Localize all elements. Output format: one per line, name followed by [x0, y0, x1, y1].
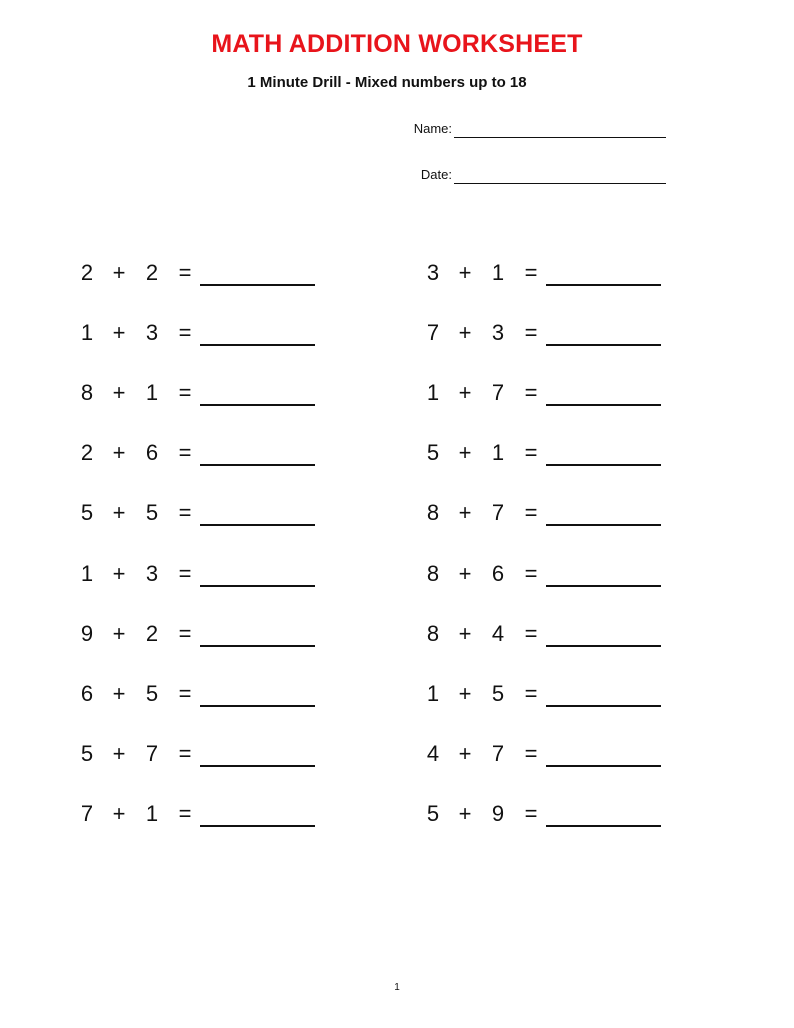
- equals-sign: =: [524, 500, 538, 526]
- problem-row: [422, 555, 702, 591]
- plus-sign: +: [458, 620, 472, 646]
- answer-line[interactable]: [200, 765, 315, 767]
- answer-line[interactable]: [200, 825, 315, 827]
- answer-line[interactable]: [200, 404, 315, 406]
- problem-row: [76, 374, 356, 410]
- problem-row: [76, 735, 356, 771]
- answer-line[interactable]: [546, 825, 661, 827]
- addend-second: 6: [491, 560, 505, 586]
- addend-second: 7: [145, 740, 159, 766]
- plus-sign: +: [112, 260, 126, 285]
- name-line[interactable]: [454, 137, 666, 138]
- addend-first: 8: [80, 380, 94, 406]
- date-line[interactable]: [454, 183, 666, 184]
- plus-sign: +: [458, 680, 472, 706]
- plus-sign: +: [112, 800, 126, 826]
- equals-sign: =: [524, 440, 538, 466]
- addend-second: 4: [491, 620, 505, 646]
- addend-second: 3: [145, 320, 159, 346]
- date-label: Date:: [420, 167, 452, 182]
- addend-second: 1: [491, 260, 505, 285]
- answer-line[interactable]: [546, 464, 661, 466]
- plus-sign: +: [458, 740, 472, 766]
- plus-sign: +: [112, 500, 126, 526]
- answer-line[interactable]: [546, 645, 661, 647]
- problem-row: [76, 795, 356, 831]
- equals-sign: =: [178, 260, 192, 285]
- plus-sign: +: [458, 560, 472, 586]
- equals-sign: =: [178, 320, 192, 346]
- equals-sign: =: [524, 560, 538, 586]
- equals-sign: =: [178, 620, 192, 646]
- addend-first: 8: [426, 620, 440, 646]
- answer-line[interactable]: [200, 705, 315, 707]
- plus-sign: +: [112, 560, 126, 586]
- equals-sign: =: [524, 800, 538, 826]
- name-label: Name:: [413, 121, 452, 136]
- name-field[interactable]: [380, 116, 666, 138]
- answer-line[interactable]: [546, 705, 661, 707]
- problem-row: [422, 314, 702, 350]
- equals-sign: =: [524, 680, 538, 706]
- equals-sign: =: [178, 380, 192, 406]
- problem-row: [422, 254, 702, 290]
- answer-line[interactable]: [200, 585, 315, 587]
- problem-row: [422, 795, 702, 831]
- plus-sign: +: [458, 260, 472, 285]
- addend-second: 6: [145, 440, 159, 466]
- answer-line[interactable]: [200, 645, 315, 647]
- addend-first: 5: [426, 800, 440, 826]
- answer-line[interactable]: [546, 585, 661, 587]
- problem-row: [76, 254, 356, 290]
- plus-sign: +: [112, 680, 126, 706]
- plus-sign: +: [458, 380, 472, 406]
- addend-second: 7: [491, 380, 505, 406]
- addend-first: 7: [426, 320, 440, 346]
- addend-first: 3: [426, 260, 440, 285]
- equals-sign: =: [524, 740, 538, 766]
- addend-first: 5: [426, 440, 440, 466]
- equals-sign: =: [178, 680, 192, 706]
- equals-sign: =: [178, 800, 192, 826]
- addend-first: 5: [80, 740, 94, 766]
- addend-first: 1: [80, 320, 94, 346]
- addend-second: 3: [145, 560, 159, 586]
- problem-row: [422, 494, 702, 530]
- answer-line[interactable]: [200, 464, 315, 466]
- problem-row: [76, 555, 356, 591]
- equals-sign: =: [178, 500, 192, 526]
- addend-first: 1: [426, 680, 440, 706]
- addend-first: 9: [80, 620, 94, 646]
- equals-sign: =: [178, 740, 192, 766]
- plus-sign: +: [112, 380, 126, 406]
- answer-line[interactable]: [546, 284, 661, 286]
- problem-row: [422, 675, 702, 711]
- problem-row: [76, 675, 356, 711]
- addend-first: 1: [80, 560, 94, 586]
- addend-second: 9: [491, 800, 505, 826]
- problem-row: [422, 434, 702, 470]
- problem-row: [76, 615, 356, 651]
- problem-row: [422, 374, 702, 410]
- addend-second: 3: [491, 320, 505, 346]
- plus-sign: +: [112, 620, 126, 646]
- addend-first: 5: [80, 500, 94, 526]
- answer-line[interactable]: [546, 765, 661, 767]
- equals-sign: =: [524, 320, 538, 346]
- addend-second: 5: [145, 500, 159, 526]
- plus-sign: +: [112, 740, 126, 766]
- addend-second: 2: [145, 620, 159, 646]
- addend-first: 8: [426, 560, 440, 586]
- addend-second: 2: [145, 260, 159, 285]
- worksheet-title: MATH ADDITION WORKSHEET: [211, 30, 583, 58]
- problem-row: [76, 314, 356, 350]
- addend-first: 1: [426, 380, 440, 406]
- addend-first: 6: [80, 680, 94, 706]
- addend-second: 1: [145, 380, 159, 406]
- addend-second: 7: [491, 740, 505, 766]
- addend-second: 5: [491, 680, 505, 706]
- problem-row: [76, 434, 356, 470]
- equals-sign: =: [178, 560, 192, 586]
- addend-first: 7: [80, 800, 94, 826]
- addend-first: 8: [426, 500, 440, 526]
- addend-second: 7: [491, 500, 505, 526]
- answer-line[interactable]: [200, 284, 315, 286]
- equals-sign: =: [178, 440, 192, 466]
- equals-sign: =: [524, 380, 538, 406]
- answer-line[interactable]: [200, 344, 315, 346]
- date-field[interactable]: [380, 162, 666, 184]
- addend-first: 2: [80, 260, 94, 285]
- equals-sign: =: [524, 620, 538, 646]
- addend-first: 4: [426, 740, 440, 766]
- plus-sign: +: [458, 800, 472, 826]
- addend-second: 5: [145, 680, 159, 706]
- addend-first: 2: [80, 440, 94, 466]
- problem-row: [422, 735, 702, 771]
- answer-line[interactable]: [546, 404, 661, 406]
- answer-line[interactable]: [200, 524, 315, 526]
- worksheet-subtitle: 1 Minute Drill - Mixed numbers up to 18: [247, 74, 527, 91]
- addend-second: 1: [145, 800, 159, 826]
- plus-sign: +: [112, 320, 126, 346]
- answer-line[interactable]: [546, 524, 661, 526]
- plus-sign: +: [112, 440, 126, 466]
- problem-row: [422, 615, 702, 651]
- plus-sign: +: [458, 440, 472, 466]
- plus-sign: +: [458, 500, 472, 526]
- problem-row: [76, 494, 356, 530]
- equals-sign: =: [524, 260, 538, 285]
- addend-second: 1: [491, 440, 505, 466]
- answer-line[interactable]: [546, 344, 661, 346]
- plus-sign: +: [458, 320, 472, 346]
- page-number: 1: [394, 982, 400, 993]
